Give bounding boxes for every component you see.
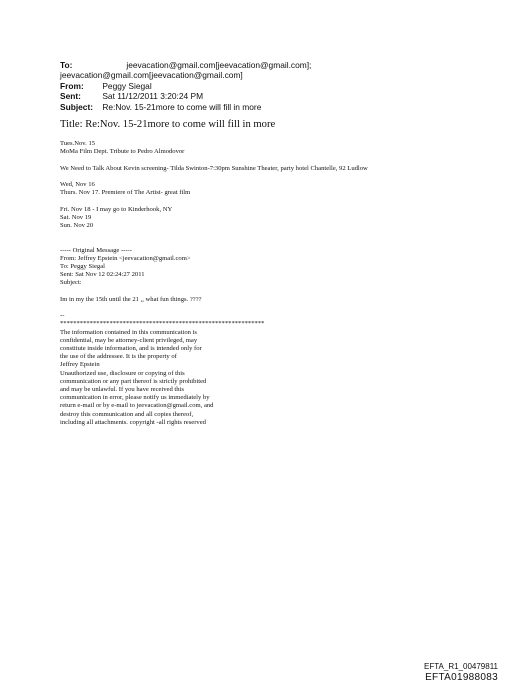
original-from: From: Jeffrey Epstein <jeevacation@gmail.com> [60,254,191,262]
body-line: MoMa Film Dept. Tribute to Pedro Almodovor [60,148,185,156]
sent-row [60,91,480,101]
original-subject: Subject: [60,279,82,287]
body-line: Sun. Nov 20 [60,221,94,229]
body-line: We Need to Talk About Kevin screening- Tilda Swinton-7:30pm Sunshine Theater, party hotel Chantelle, 92 Ludlow [60,164,368,172]
from-value: Peggy Siegal [102,80,152,91]
message-body [60,140,480,427]
disclaimer-line: communication in error, please notify us immediately by [60,394,210,402]
to-value: jeevacation@gmail.com[jeevacation@gmail.com]; [126,60,312,70]
disclaimer-line: communication or any part thereof is strictly prohibited [60,377,207,385]
to-label: To: [60,60,73,70]
disclaimer-line: return e-mail or by e-mail to jeevacation@gmail.com, and [60,402,214,410]
subject-value: Re:Nov. 15-21more to come will fill in more [102,101,262,112]
signature-dash: -- [60,312,65,320]
original-message-marker: ----- Original Message ----- [60,246,132,254]
body-line: Sat. Nov 19 [60,213,92,221]
disclaimer-line: constitute inside information, and is intended only for [60,344,202,352]
email-header [60,60,480,112]
from-label: From: [60,80,84,91]
body-line: Fri. Nov 18 - I may go to Kinderhook, NY [60,205,173,213]
disclaimer-line: destroy this communication and all copies thereof, [60,410,194,418]
original-to: To: Peggy Siegal [60,262,105,270]
disclaimer-line: confidential, may be attorney-client privileged, may [60,336,198,344]
disclaimer-line: and may be unlawful. If you have received this [60,385,184,393]
to-row-continued [60,70,480,80]
disclaimer-line: Jeffrey Epstein [60,361,100,369]
disclaimer-line: The information contained in this communication is [60,328,197,336]
to-row [60,60,480,70]
reply-text: Im in my the 15th until the 21 ,, what fun things. ???? [60,295,202,303]
bates-reference-1: EFTA_R1_00479811 [424,662,498,671]
message-title: Title: Re:Nov. 15-21more to come will fill in more [60,119,276,130]
body-line: Thurs. Nov 17. Premiere of The Artist- great film [60,189,191,197]
original-sent: Sent: Sat Nov 12 02:24:27 2011 [60,271,145,279]
body-line: Wed, Nov 16 [60,180,95,188]
subject-label: Subject: [60,101,94,112]
bates-reference-2: EFTA01988083 [425,672,498,683]
signature-stars: ************************************************************** [60,320,265,328]
sent-label: Sent: [60,91,81,102]
disclaimer-line: the use of the addressee. It is the property of [60,353,177,361]
from-row [60,81,480,91]
subject-row [60,102,480,112]
disclaimer-line: Unauthorized use, disclosure or copying of this [60,369,185,377]
sent-value: Sat 11/12/2011 3:20:24 PM [102,91,204,102]
to-value-continued: jeevacation@gmail.com[jeevacation@gmail.com] [60,70,243,81]
disclaimer-line: including all attachments. copyright -all rights reserved [60,418,206,426]
body-line: Tues.Nov. 15 [60,140,96,147]
